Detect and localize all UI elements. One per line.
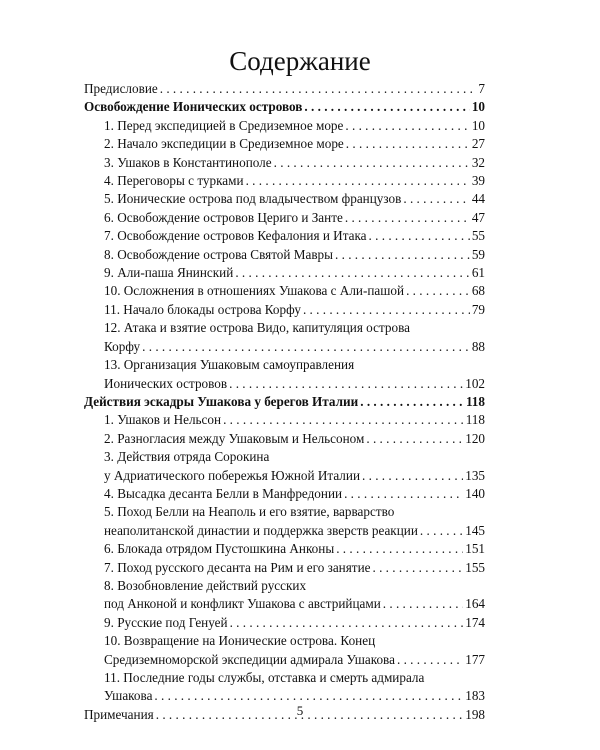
dot-leader [406,282,470,300]
toc-entry-title: 6. Блокада отрядом Пустошкина Анконы [104,541,335,557]
toc-entry-title: 4. Высадка десанта Белли в Манфредонии [104,485,343,501]
dot-leader [229,375,463,393]
toc-entry-title-line: 10. Возвращение на Ионические острова. Конец [104,633,376,649]
toc-entry-page: 88 [471,338,485,354]
dot-leader [369,227,470,245]
toc-entry[interactable] [84,430,485,448]
dot-leader [345,117,469,135]
toc-entry-title-line: 5. Поход Белли на Неаполь и его взятие, варварство [104,504,395,520]
toc-entry-page: 151 [465,541,485,557]
toc-entry-page: 118 [465,393,485,409]
toc-entry-page: 10 [471,117,485,133]
dot-leader [403,190,469,208]
toc-entry-title: 9. Русские под Генуей [104,614,228,630]
toc-entry-title: 7. Освобождение островов Кефалония и Итака [104,228,367,244]
toc-section-title: Действия эскадры Ушакова у берегов Италии [84,393,359,409]
toc-entry-title-line: 3. Действия отряда Сорокина [104,449,270,465]
dot-leader [223,411,464,429]
toc-entry[interactable] [84,154,485,172]
dot-leader [274,154,470,172]
toc-entry[interactable] [84,301,485,319]
toc-section-title: Освобождение Ионических островов [84,99,303,115]
dot-leader [383,595,463,613]
toc-entry-title: Средиземноморской экспедиции адмирала Ушакова [104,651,395,667]
toc-entry[interactable] [84,540,485,558]
dot-leader [372,559,463,577]
toc-entry-title: 5. Ионические острова под владычеством французов [104,191,402,207]
toc-entry-page: 174 [465,614,485,630]
toc-entry-title: Предисловие [84,81,158,96]
toc-section-ionian-islands[interactable] [84,98,485,116]
toc-entry-page: 59 [471,246,485,262]
toc-entry[interactable] [84,448,485,485]
toc-entry-title: 2. Начало экспедиции в Средиземное море [104,136,344,152]
table-of-contents [84,80,485,724]
toc-entry-page: 44 [471,191,485,207]
dot-leader [246,172,470,190]
toc-entry[interactable] [84,614,485,632]
toc-entry-title: 4. Переговоры с турками [104,173,244,189]
toc-entry[interactable] [84,577,485,614]
toc-entry-title: 11. Начало блокады острова Корфу [104,301,301,317]
dot-leader [420,522,463,540]
toc-entry[interactable] [84,227,485,245]
dot-leader [235,264,470,282]
toc-entry[interactable] [84,503,485,540]
toc-entry-title: под Анконой и конфликт Ушакова с австрийцами [104,596,381,612]
toc-entry-title: 9. Али-паша Янинский [104,265,234,281]
toc-entry-title: 2. Разногласия между Ушаковым и Нельсоном [104,430,365,446]
toc-entry-title-line: 8. Возобновление действий русских [104,577,307,593]
dot-leader [346,135,470,153]
toc-entry-page: 177 [465,651,485,667]
toc-entry[interactable] [84,117,485,135]
page-number: 5 [296,703,304,718]
toc-entry-title: 3. Ушаков в Константинополе [104,154,272,170]
dot-leader [304,98,469,116]
toc-entry-title: 1. Ушаков и Нельсон [104,412,222,428]
toc-entry-title: Ионических островов [104,375,228,391]
toc-entry[interactable] [84,669,485,706]
toc-entry-page: 68 [471,283,485,299]
toc-entry[interactable] [84,246,485,264]
toc-entry-title: Ушакова [104,688,153,704]
toc-entry-page: 140 [465,485,485,501]
toc-entry-page: 61 [471,265,485,281]
dot-leader [335,246,470,264]
toc-entry-page: 7 [478,81,485,96]
toc-entry-title: у Адриатического побережья Южной Италии [104,467,360,483]
toc-entry[interactable] [84,282,485,300]
toc-entry-title: неаполитанской династии и поддержка зверств реакции [104,522,418,538]
toc-section-italy[interactable] [84,393,485,411]
dot-leader [230,614,464,632]
toc-entry-page: 27 [471,136,485,152]
toc-entry[interactable] [84,264,485,282]
toc-entry-title-line: 11. Последние годы службы, отставка и смерть адмирала [104,670,425,685]
toc-entry-page: 102 [465,375,485,391]
dot-leader [160,80,477,98]
dot-leader [360,393,464,411]
toc-entry-page: 120 [465,430,485,446]
toc-entry[interactable] [84,190,485,208]
toc-entry[interactable] [84,209,485,227]
toc-entry[interactable] [84,135,485,153]
toc-entry-page: 118 [465,412,485,428]
dot-leader [344,485,463,503]
toc-entry[interactable] [84,632,485,669]
toc-entry-title: 10. Осложнения в отношениях Ушакова с Али-пашой [104,283,405,299]
toc-entry-page: 155 [465,559,485,575]
toc-entry-title: 6. Освобождение островов Цериго и Занте [104,209,343,225]
dot-leader [366,430,463,448]
toc-entry-title-line: 13. Организация Ушаковым самоуправления [104,357,355,373]
dot-leader [397,651,463,669]
toc-entry-page: 164 [465,596,485,612]
toc-entry-title: 1. Перед экспедицией в Средиземное море [104,117,344,133]
page-title: Содержание [229,46,371,76]
toc-entry[interactable] [84,319,485,356]
toc-entry-page: 183 [465,688,485,704]
dot-leader [303,301,470,319]
toc-entry[interactable] [84,411,485,429]
toc-entry-page: 198 [465,706,485,722]
toc-entry-title-line: 12. Атака и взятие острова Видо, капитуляция острова [104,320,410,336]
toc-entry-page: 47 [471,209,485,225]
toc-entry-page: 55 [471,228,485,244]
toc-entry-preface[interactable] [84,80,485,98]
toc-entry-page: 32 [471,154,485,170]
toc-entry[interactable] [84,172,485,190]
toc-entry[interactable] [84,559,485,577]
toc-entry[interactable] [84,356,485,393]
toc-entry-title: Корфу [104,338,141,354]
toc-entry-title: 7. Поход русского десанта на Рим и его занятие [104,559,371,575]
toc-entry-title: Примечания [84,706,154,722]
dot-leader [362,467,463,485]
toc-entry-page: 79 [471,301,485,317]
dot-leader [336,540,463,558]
toc-entry-page: 10 [471,99,485,115]
dot-leader [142,338,470,356]
toc-entry-title: 8. Освобождение острова Святой Мавры [104,246,334,262]
toc-entry-page: 145 [465,522,485,538]
toc-entry-page: 39 [471,173,485,189]
toc-entry-page: 135 [465,467,485,483]
dot-leader [345,209,470,227]
toc-entry[interactable] [84,485,485,503]
